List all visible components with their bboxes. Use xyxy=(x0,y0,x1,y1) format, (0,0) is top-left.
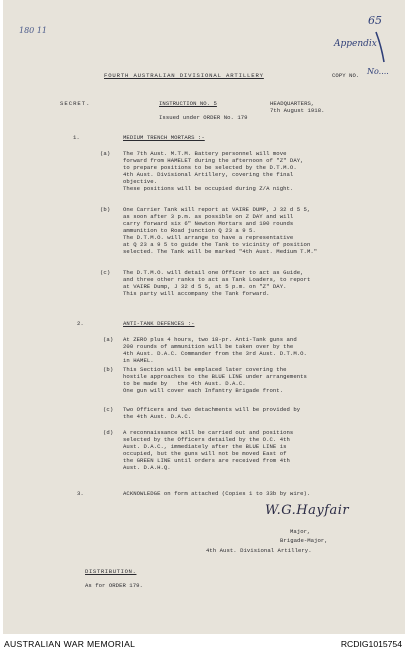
section-number-3: 3. xyxy=(77,490,84,497)
item-label: (d) xyxy=(103,429,114,436)
appendix-label: Appendix xyxy=(334,39,377,49)
paragraph-line: 200 rounds of ammunition will be taken over by the xyxy=(123,343,294,350)
paragraph-line: The D.T.M.O. will detail one Officer to act as Guide, xyxy=(123,269,304,276)
paragraph-line: occupied, but the guns will not be moved East of xyxy=(123,450,287,457)
paragraph-line: and three other ranks to act as Tank Loaders, to report xyxy=(123,276,311,283)
paragraph-line: A reconnaissance will be carried out and positions xyxy=(123,429,294,436)
document-sheet xyxy=(3,0,405,634)
paragraph-line: This Section will be emplaced later covering the xyxy=(123,366,287,373)
copy-label: COPY NO. xyxy=(332,72,360,79)
signature-scrawl: W.G.Hayfair xyxy=(265,503,350,518)
footer-institution: AUSTRALIAN WAR MEMORIAL xyxy=(4,639,136,649)
paragraph-line: One Carrier Tank will report at VAIRE DUMP, J 32 d 5 5, xyxy=(123,206,311,213)
item-label: (b) xyxy=(100,206,111,213)
archive-footer xyxy=(0,634,408,654)
headquarters-label: HEADQUARTERS, xyxy=(270,100,315,107)
paragraph-line: the GREEN LINE until orders are received from 4th xyxy=(123,457,290,464)
signature-role: Brigade-Major, xyxy=(280,537,328,544)
secret-label: SECRET. xyxy=(60,100,91,107)
top-right-number: 65 xyxy=(368,14,382,27)
instruction-number: INSTRUCTION NO. 5 xyxy=(159,100,217,107)
section-heading-anti-tank: ANTI-TANK DEFENCES :- xyxy=(123,320,195,327)
paragraph-line: Two Officers and two detachments will be provided by xyxy=(123,406,301,413)
signature-unit: 4th Aust. Divisional Artillery. xyxy=(206,547,312,554)
paragraph-line: One gun will cover each Infantry Brigade front. xyxy=(123,387,284,394)
paragraph-line: This party will accompany the Tank forward. xyxy=(123,290,270,297)
item-label: (a) xyxy=(103,336,114,343)
paragraph-line: the 4th Aust. D.A.C. xyxy=(123,413,192,420)
distribution-heading: DISTRIBUTION. xyxy=(85,568,137,575)
paragraph-line: at Q 23 a 9 5 to guide the Tank to vicinity of position xyxy=(123,241,311,248)
document-date: 7th August 1918. xyxy=(270,107,325,114)
item-label: (a) xyxy=(100,150,111,157)
paragraph-line: The 7th Aust. M.T.M. Battery personnel will move xyxy=(123,150,287,157)
paragraph-line: as soon after 3 p.m. as possible on Z DAY and will xyxy=(123,213,294,220)
paragraph-line: in HAMEL. xyxy=(123,357,154,364)
paragraph-line: objective. xyxy=(123,178,158,185)
paragraph-line: selected by the Officers detailed by the O.C. 4th xyxy=(123,436,290,443)
footer-record-id: RCDIG1015754 xyxy=(340,639,402,649)
section-number-1: 1. xyxy=(73,134,80,141)
item-label: (c) xyxy=(100,269,111,276)
paragraph-line: ammunition to Road junction Q 23 a 9 5. xyxy=(123,227,256,234)
section-number-2: 2. xyxy=(77,320,84,327)
paragraph-line: selected. The Tank will be marked "4th Aust. Medium T.M." xyxy=(123,248,318,255)
paragraph-line: Aust. D.A.H.Q. xyxy=(123,464,171,471)
paragraph-line: 4th Aust. D.A.C. Commander from the 3rd Aust. D.T.M.O. xyxy=(123,350,307,357)
paragraph-line: These positions will be occupied during Z/A night. xyxy=(123,185,294,192)
paragraph-line: Aust. D.A.C., immediately after the BLUE LINE is xyxy=(123,443,287,450)
section-heading-mortars: MEDIUM TRENCH MORTARS :- xyxy=(123,134,205,141)
pencil-stroke-icon xyxy=(373,30,387,64)
issued-under-order: Issued under ORDER No. 179 xyxy=(159,114,248,121)
copy-number: No.... xyxy=(367,67,389,76)
paragraph-line: hostile approaches to the BLUE LINE under arrangements xyxy=(123,373,307,380)
paragraph-line: The D.T.M.O. will arrange to have a representative xyxy=(123,234,294,241)
paragraph-line: forward from HAMELET during the afternoon of "Z" DAY, xyxy=(123,157,304,164)
paragraph-line: 4th Aust. Divisional Artillery, covering the final xyxy=(123,171,294,178)
item-label: (c) xyxy=(103,406,114,413)
acknowledge-line: ACKNOWLEDGE on form attached (Copies 1 to 33b by wire). xyxy=(123,490,311,497)
document-title: FOURTH AUSTRALIAN DIVISIONAL ARTILLERY xyxy=(104,72,264,79)
paragraph-line: carry forward six 6" Newton Mortars and 100 rounds xyxy=(123,220,294,227)
signature-rank: Major, xyxy=(290,528,311,535)
item-label: (b) xyxy=(103,366,114,373)
paragraph-line: to prepare positions to be selected by the D.T.M.O. xyxy=(123,164,297,171)
paragraph-line: at VAIRE Dump, J 32 d 5 5, at 5 p.m. on "Z" DAY. xyxy=(123,283,287,290)
paragraph-line: to be made by the 4th Aust. D.A.C. xyxy=(123,380,246,387)
paragraph-line: At ZERO plus 4 hours, two 18-pr. Anti-Tank guns and xyxy=(123,336,297,343)
distribution-text: As for ORDER 179. xyxy=(85,582,143,589)
top-left-scrawl: 180 11 xyxy=(19,26,47,35)
